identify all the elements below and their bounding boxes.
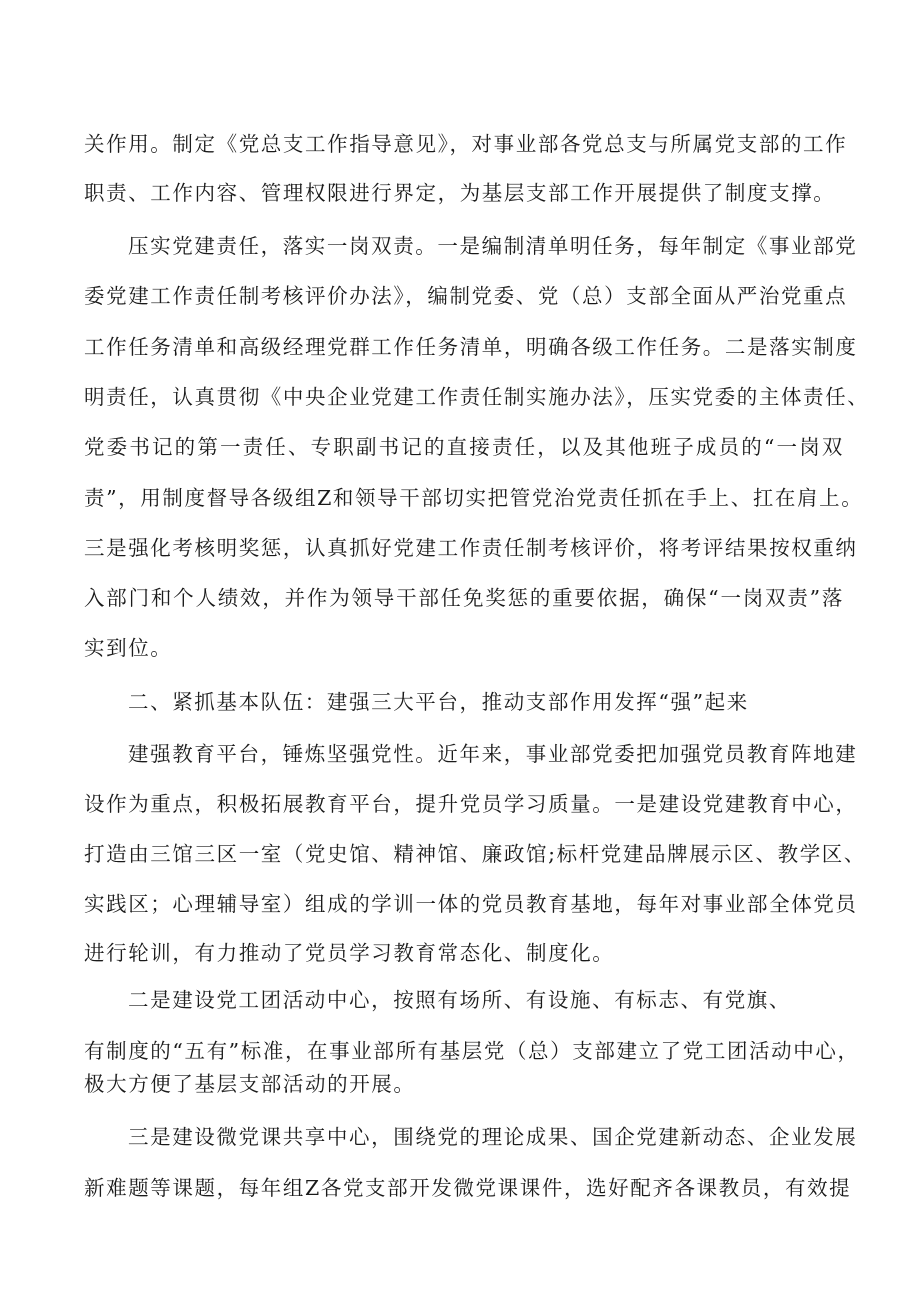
paragraph-line: 有制度的“五有”标准，在事业部所有基层党（总）支部建立了党工团活动中心， — [84, 1039, 860, 1063]
paragraph-line: 设作为重点，积极拓展教育平台，提升党员学习质量。一是建设党建教育中心， — [84, 792, 858, 816]
paragraph-line: 关作用。制定《党总支工作指导意见》，对事业部各党总支与所属党支部的工作 — [84, 132, 848, 156]
paragraph-line: 明责任，认真贯彻《中央企业党建工作责任制实施办法》，压实党委的主体责任、 — [84, 385, 870, 409]
paragraph-line: 进行轮训，有力推动了党员学习教育常态化、制度化。 — [84, 941, 615, 965]
paragraph-line: 委党建工作责任制考核评价办法》，编制党委、党（总）支部全面从严治党重点 — [84, 284, 848, 308]
paragraph-line: 实到位。 — [84, 636, 173, 660]
paragraph-line: 压实党建责任，落实一岗双责。一是编制清单明任务，每年制定《事业部党 — [128, 234, 858, 258]
paragraph-line: 实践区；心理辅导室）组成的学训一体的党员教育基地，每年对事业部全体党员 — [84, 892, 858, 916]
paragraph-line: 职责、工作内容、管理权限进行界定，为基层支部工作开展提供了制度支撑。 — [84, 181, 836, 205]
paragraph-line: 极大方便了基层支部活动的开展。 — [84, 1072, 416, 1096]
paragraph-line: 建强教育平台，锤炼坚强党性。近年来，事业部党委把加强党员教育阵地建 — [128, 742, 858, 766]
paragraph-line: 入部门和个人绩效，并作为领导干部任免奖惩的重要依据，确保“一岗双责”落 — [84, 586, 844, 610]
paragraph-line: 二是建设党工团活动中心，按照有场所、有设施、有标志、有党旗、 — [128, 988, 791, 1012]
paragraph-line: 打造由三馆三区一室（党史馆、精神馆、廉政馆;标杆党建品牌展示区、教学区、 — [84, 842, 867, 866]
paragraph-line: 三是强化考核明奖惩，认真抓好党建工作责任制考核评价，将考评结果按权重纳 — [84, 536, 858, 560]
paragraph-line: 责”，用制度督导各级组Z和领导干部切实把管党治党责任抓在手上、扛在肩上。 — [84, 486, 864, 510]
paragraph-line: 党委书记的第一责任、专职副书记的直接责任，以及其他班子成员的“一岗双 — [84, 435, 844, 459]
paragraph-line: 新难题等课题，每年组Z各党支部开发微党课课件，选好配齐各课教员，有效提 — [84, 1176, 852, 1200]
paragraph-line: 三是建设微党课共享中心，围绕党的理论成果、国企党建新动态、企业发展 — [128, 1125, 858, 1149]
section-heading: 二、紧抓基本队伍：建强三大平台，推动支部作用发挥“强”起来 — [128, 690, 749, 714]
paragraph-line: 工作任务清单和高级经理党群工作任务清单，明确各级工作任务。二是落实制度 — [84, 335, 858, 359]
